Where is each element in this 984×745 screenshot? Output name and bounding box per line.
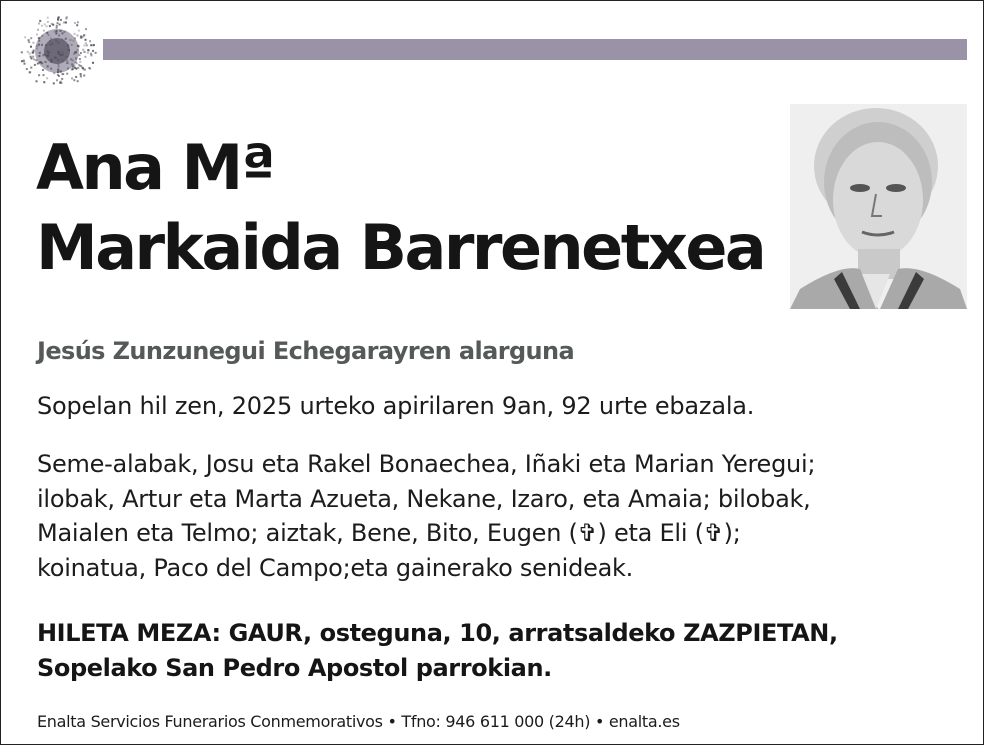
name-line-2: Markaida Barrenetxea	[36, 211, 765, 284]
family-line: ilobak, Artur eta Marta Azueta, Nekane, Izaro, eta Amaia; bilobak,	[37, 484, 811, 513]
name-line-1: Ana Mª	[36, 131, 274, 204]
spouse-line: Jesús Zunzunegui Echegarayren alarguna	[37, 337, 575, 365]
funeral-line-2: Sopelako San Pedro Apostol parrokian.	[37, 654, 552, 682]
portrait-photo	[790, 104, 967, 309]
header-band	[103, 39, 967, 60]
death-notice-line: Sopelan hil zen, 2025 urteko apirilaren 9an, 92 urte ebazala.	[37, 392, 755, 420]
family-line: Maialen eta Telmo; aiztak, Bene, Bito, Eugen (✞) eta Eli (✞);	[37, 519, 741, 547]
deceased-name	[36, 128, 764, 288]
funeral-home-footer: Enalta Servicios Funerarios Conmemorativos • Tfno: 946 611 000 (24h) • enalta.es	[37, 712, 680, 731]
family-line: koinatua, Paco del Campo;eta gainerako senideak.	[37, 553, 634, 582]
funeral-line-1: HILETA MEZA: GAUR, osteguna, 10, arratsaldeko ZAZPIETAN,	[37, 619, 838, 647]
funeral-mass-notice	[37, 616, 838, 686]
family-list	[37, 447, 972, 585]
family-line: Seme-alabak, Josu eta Rakel Bonaechea, Iñaki eta Marian Yeregui;	[37, 450, 816, 478]
flower-ornament-icon	[14, 10, 100, 92]
